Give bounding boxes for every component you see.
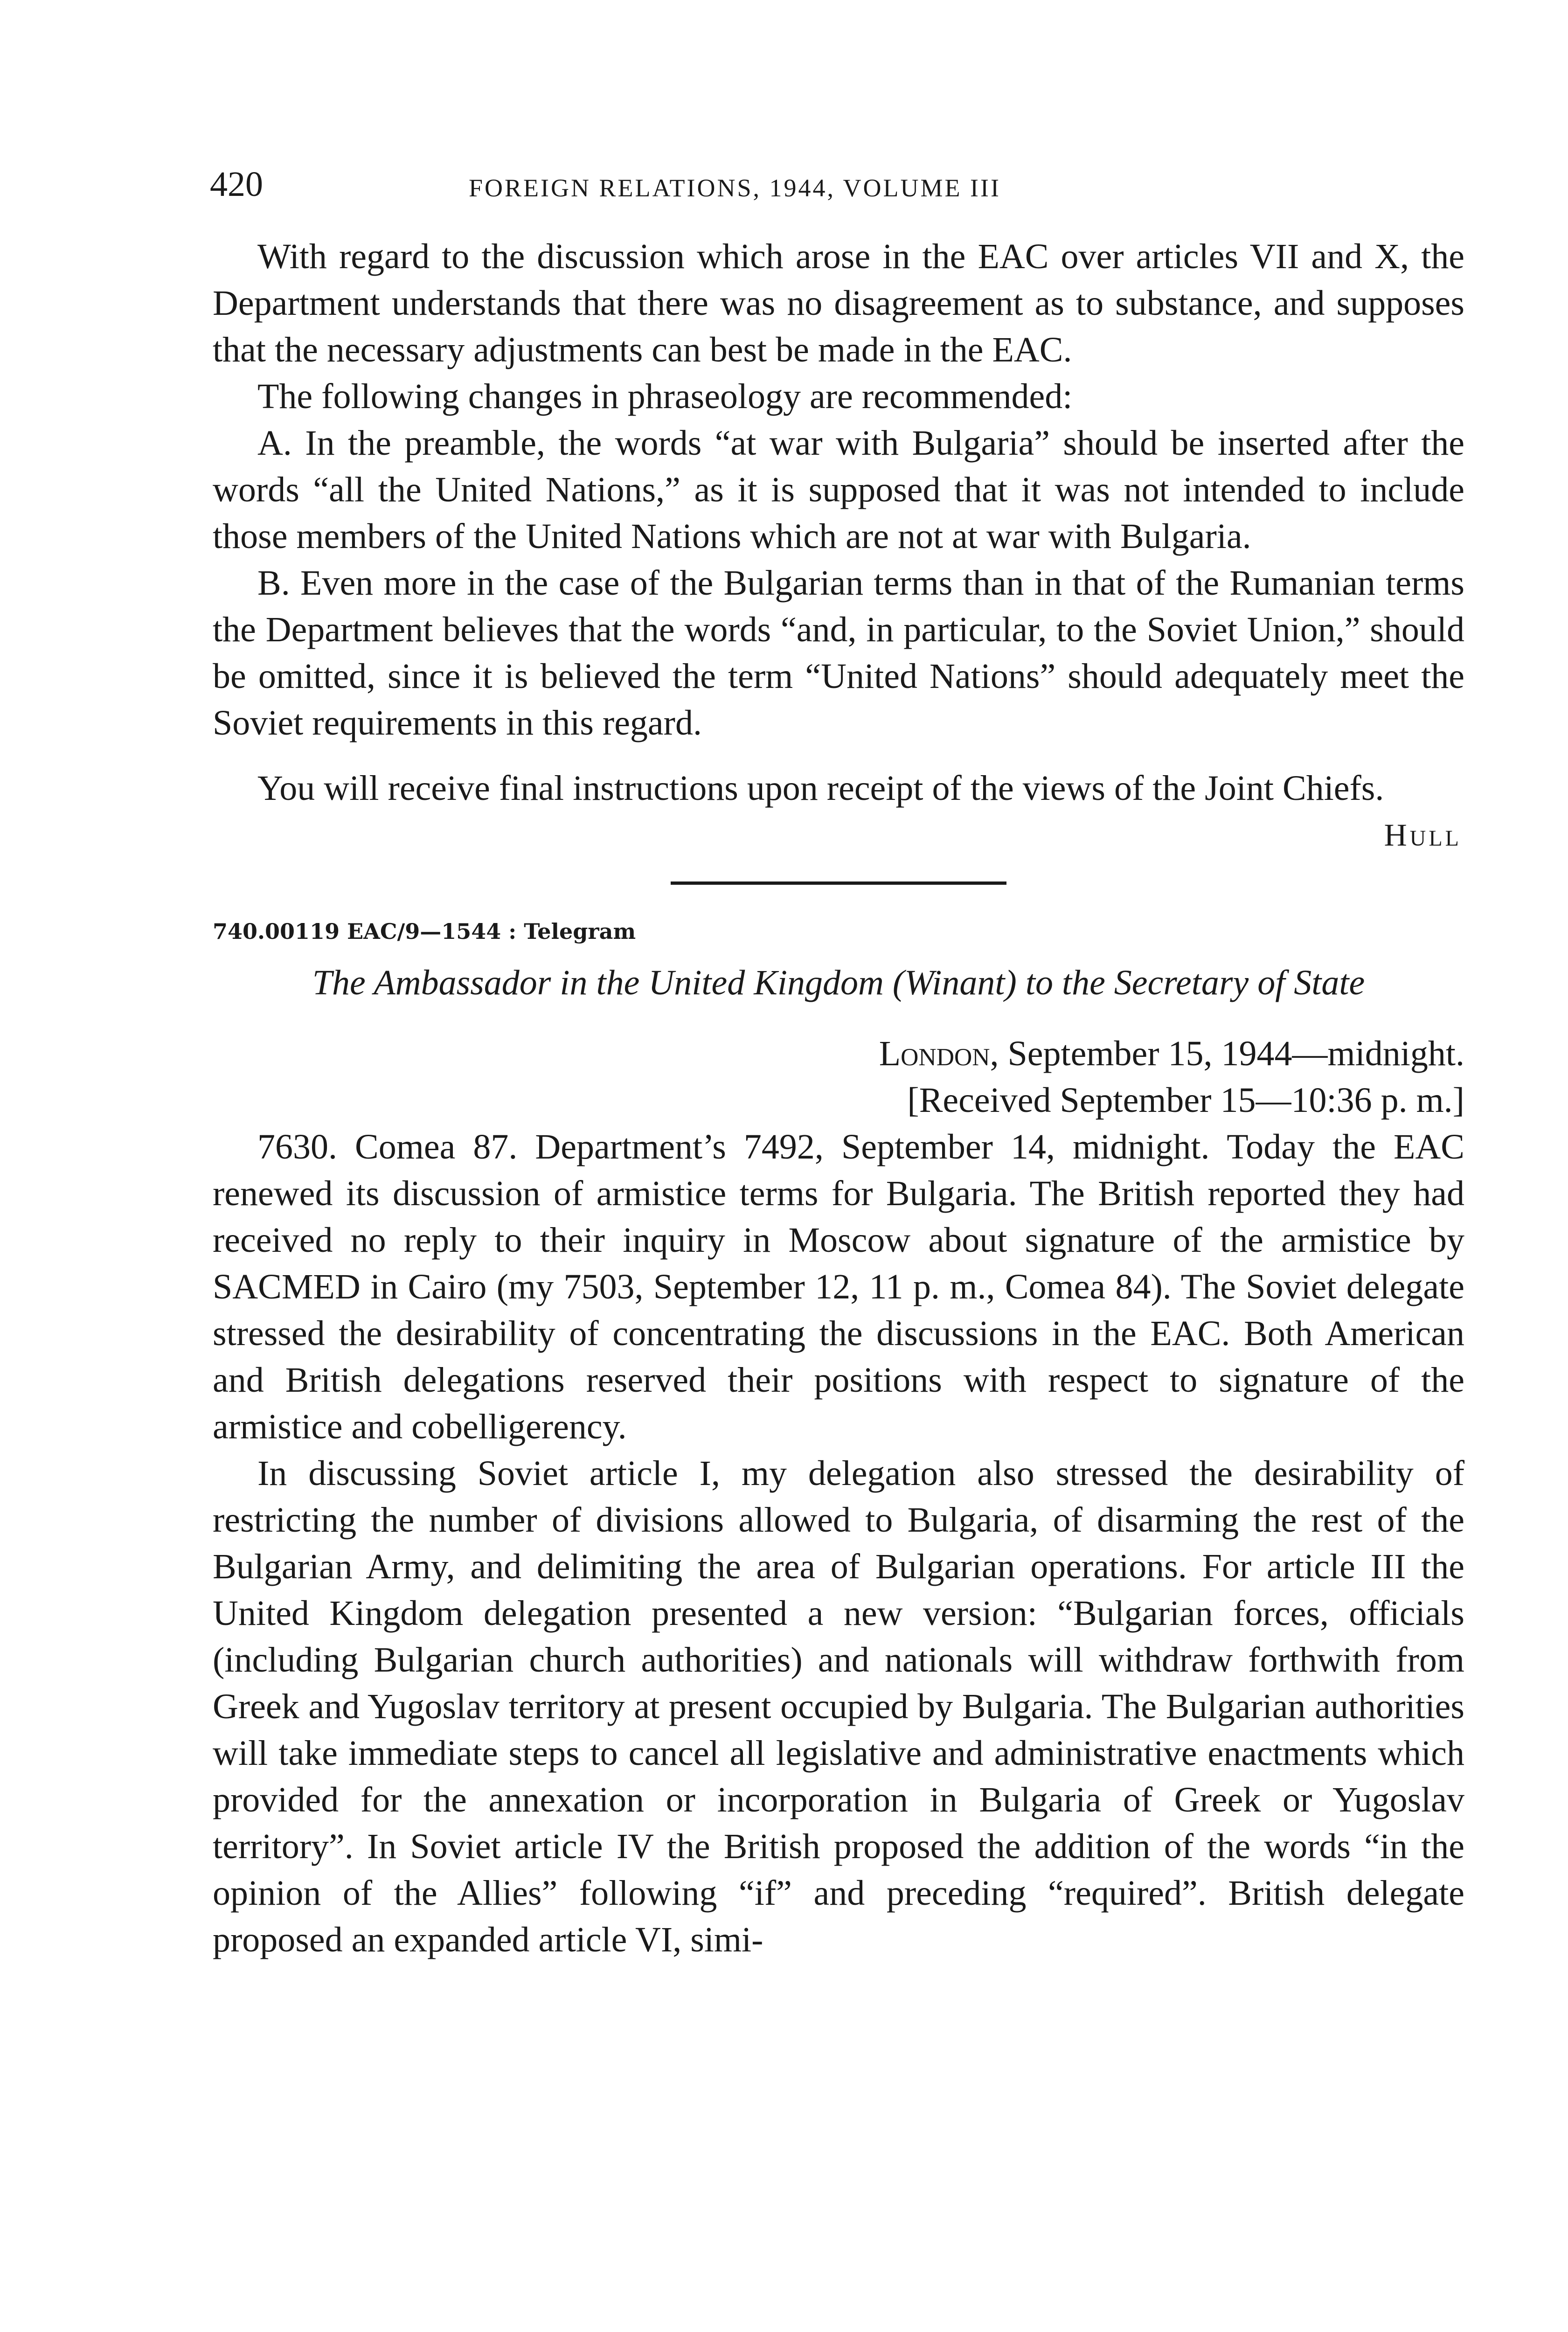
horizontal-rule (671, 881, 1006, 885)
paragraph: 7630. Comea 87. Department’s 7492, September 14, midnight. Today the EAC renewed its discussion of armistice terms for Bulgaria. The British reported they had received no reply to their inquiry in Moscow about signature of the armistice by SACMED in Cairo (my 7503, September 12, 11 p. m., Comea 84). The Soviet delegate stressed the desirability of concentrating the discussions in the EAC. Both American and British delegations reserved their positions with respect to signature of the armistice and cobelligerency. (213, 1127, 1464, 1446)
document-title: The Ambassador in the United Kingdom (Winant) to the Secretary of State (312, 963, 1365, 1002)
paragraph: In discussing Soviet article I, my delegation also stressed the desirability of restricting the number of divisions allowed to Bulgaria, of disarming the rest of the Bulgarian Army, and delimiting the area of Bulgarian operations. For article III the United Kingdom delegation presented a new version: “Bulgarian forces, officials (including Bulgarian church authorities) and nationals will withdraw forthwith from Greek and Yugoslav territory at present occupied by Bulgaria. The Bulgarian authorities will take immediate steps to cancel all legislative and administrative enactments which provided for the annexation or incorporation in Bulgaria of Greek or Yugoslav territory”. In Soviet article IV the British proposed the addition of the words “in the opinion of the Allies” following “if” and preceding “required”. British delegate proposed an expanded article VI, simi- (213, 1454, 1464, 1959)
running-head: FOREIGN RELATIONS, 1944, VOLUME III (469, 174, 1001, 202)
paragraph: With regard to the discussion which arose in the EAC over articles VII and X, the Department understands that there was no disagreement as to substance, and supposes that the necessary adjustments can best be made in the EAC. (213, 237, 1464, 369)
dateline (213, 1030, 1464, 1077)
received-note: [Received September 15—10:36 p. m.] (907, 1081, 1464, 1120)
page-body (213, 233, 1464, 1963)
paragraph: B. Even more in the case of the Bulgarian terms than in that of the Rumanian terms the Department believes that the words “and, in particular, to the Soviet Union,” should be omitted, since it is believed the term “United Nations” should adequately meet the Soviet requirements in this regard. (213, 563, 1464, 743)
paragraph: The following changes in phraseology are recommended: (257, 377, 1073, 416)
dateline-date: , September 15, 1944—midnight. (990, 1034, 1464, 1073)
paragraph: A. In the preamble, the words “at war with Bulgaria” should be inserted after the words “all the United Nations,” as it is supposed that it was not intended to include those members of the United Nations which are not at war with Bulgaria. (213, 423, 1464, 556)
signature: Hull (1384, 817, 1462, 853)
dateline-place: London (879, 1034, 990, 1073)
file-reference: 740.00119 EAC/9—1544 : Telegram (213, 919, 636, 944)
page-number: 420 (210, 165, 263, 204)
paragraph: You will receive final instructions upon receipt of the views of the Joint Chiefs. (257, 769, 1384, 808)
page-header (210, 161, 1464, 208)
section-divider (213, 881, 1464, 885)
